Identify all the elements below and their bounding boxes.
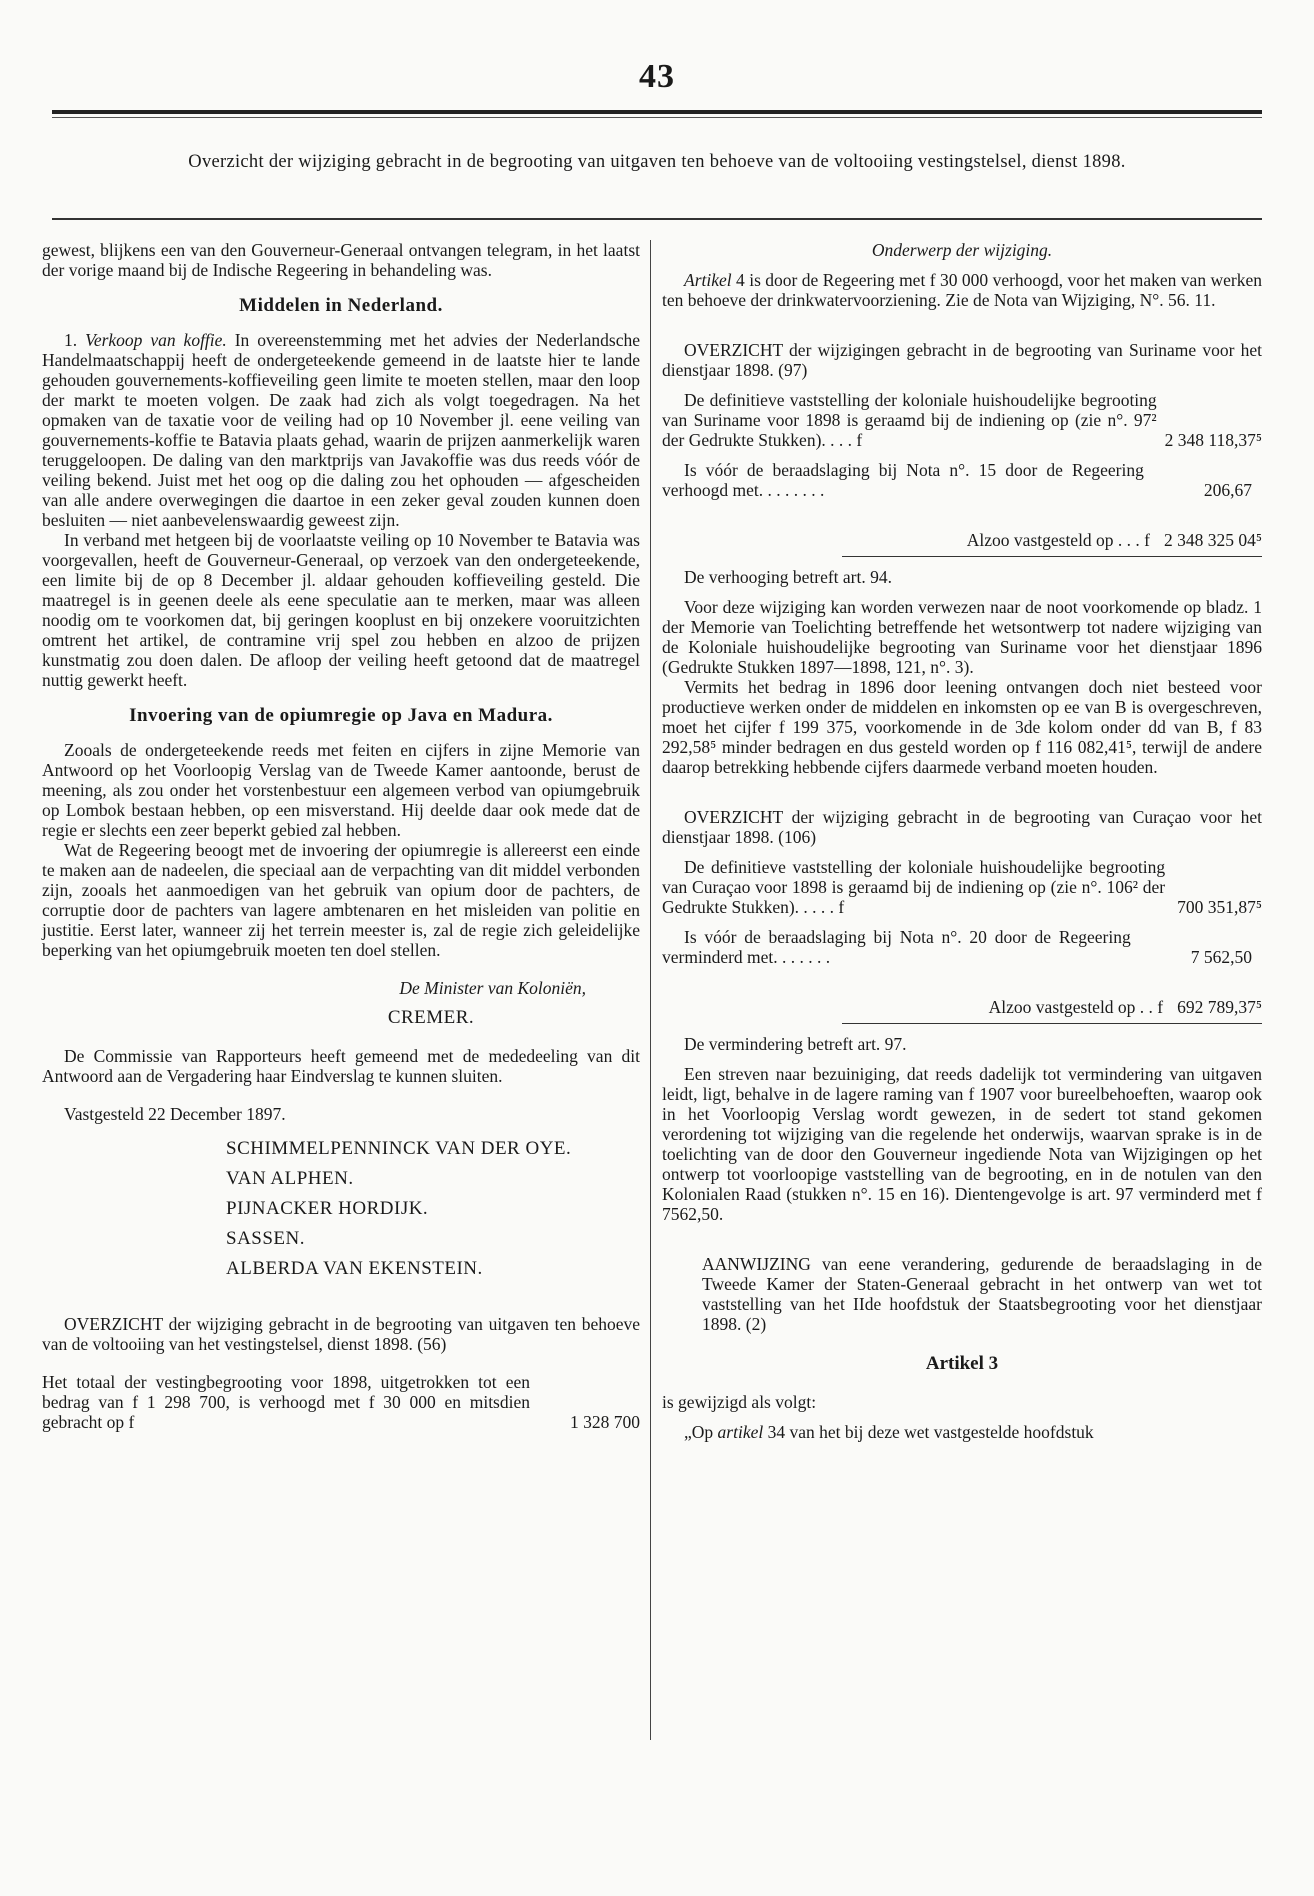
- suriname-row-1-text: De definitieve vaststelling der koloniale huishoudelijke begrooting van Suriname voor 1898 is geraamd bij de indiening op (zie n°. 97² der Gedrukte Stukken). . . . f: [662, 390, 1157, 450]
- curacao-row-1: [662, 857, 1262, 917]
- curacao-row-2: [662, 927, 1262, 967]
- page-number: 43: [639, 58, 675, 95]
- curacao-vermindering: De vermindering betreft art. 97.: [684, 1034, 907, 1054]
- paragraph-commissie: De Commissie van Rapporteurs heeft gemeend met de mededeeling van dit Antwoord aan de Vergadering haar Eindverslag te kunnen sluiten.: [42, 1046, 640, 1086]
- paragraph-opium-2: Wat de Regeering beoogt met de invoering der opiumregie is allereerst een einde te maken aan de nadeelen, die speciaal aan de verpachting van dit middel verbonden zijn, zooals het aanmoedigen van het gebruik van opium door de pachters, de corruptie door de pachters van lagere ambtenaren en het misleiden van politie en justitie. Eerst later, wanneer zij het terrein meester is, zal de regie zich geleidelijke beperking van het opiumgebruik moeten ten doel stellen.: [42, 840, 640, 960]
- artikel-label: Artikel: [684, 270, 732, 290]
- suriname-total-label: Alzoo vastgesteld op . . . f: [966, 530, 1151, 550]
- signer: ALBERDA VAN EKENSTEIN.: [226, 1258, 483, 1279]
- suriname-row-2-value: 206,67: [1203, 480, 1252, 500]
- vesting-total-row: [42, 1372, 640, 1432]
- overzicht-vesting-title: OVERZICHT der wijziging gebracht in de begrooting van uitgaven ten behoeve van de voltooiing van het vestingstelsel, dienst 1898. (56): [42, 1314, 640, 1354]
- header-separator: [52, 218, 1262, 220]
- paragraph-veiling: In verband met hetgeen bij de voorlaatste veiling op 10 November te Batavia was voorgevallen, heeft de Gouverneur-Generaal, op verzoek van den ondergeteekende, een limite bij de op 8 December jl. aldaar gehouden koffieveiling gesteld. Die maatregel is in geenen deele als eene speculatie aan te merken, maar was alleen noodig om te voorkomen dat, bij geringen kooplust en bij onzekere vooruitzichten omtrent het artikel, de contramine vrij spel zou hebben en alzoo de prijzen kunstmatig zou doen dalen. De afloop der veiling heeft getoond dat de maatregel nuttig gewerkt heeft.: [42, 530, 640, 690]
- signer: VAN ALPHEN.: [226, 1168, 354, 1189]
- signer: SCHIMMELPENNINCK VAN DER OYE.: [226, 1138, 572, 1159]
- curacao-row-1-value: 700 351,87⁵: [1177, 897, 1262, 917]
- paragraph-opium-1: Zooals de ondergeteekende reeds met feiten en cijfers in zijne Memorie van Antwoord op het Voorloopig Verslag van de Tweede Kamer aantoonde, berust de meening, als zou onder het vorstenbestuur een algemeen verbod van opiumgebruik op Lombok bestaan hebben, op een misverstand. Hij deelde daar ook mede dat de regie er slechts een zeer beperkt gebied zal hebben.: [42, 740, 640, 840]
- suriname-paragraph-noot: Voor deze wijziging kan worden verwezen naar de noot voorkomende op bladz. 1 der Memorie van Toelichting betreffende het wetsontwerp tot nadere wijziging van de Koloniale huishoudelijke begrooting van Suriname voor het dienstjaar 1896 (Gedrukte Stukken 1897—1898, 121, n°. 3).: [662, 597, 1262, 677]
- last-quote: „Op: [684, 1422, 718, 1442]
- running-header: Overzicht der wijziging gebracht in de begrooting van uitgaven ten behoeve van de voltooiing vestingstelsel, dienst 1898.: [188, 152, 1126, 172]
- last-artikel: artikel: [717, 1422, 764, 1442]
- onderwerp-heading: Onderwerp der wijziging.: [871, 240, 1053, 260]
- heading-middelen: Middelen in Nederland.: [239, 295, 443, 316]
- column-divider: [650, 240, 651, 1740]
- suriname-title: OVERZICHT der wijzigingen gebracht in de begrooting van Suriname voor het dienstjaar 1898. (97): [662, 340, 1262, 380]
- heading-opiumregie: Invoering van de opiumregie op Java en Madura.: [129, 705, 553, 726]
- date-line: Vastgesteld 22 December 1897.: [64, 1104, 286, 1124]
- curacao-total-value: 692 789,37⁵: [1177, 997, 1262, 1017]
- curacao-paragraph-bezuiniging: Een streven naar bezuiniging, dat reeds dadelijk tot vermindering van uitgaven leidt, ligt, behalve in de lagere raming van f 1907 voor bureelbehoeften, waarop ook in het Voorloopig Verslag wordt gewezen, in de sedert tot stand gekomen verordening tot wijziging van die regelende het onderwijs, waarvan sprake is in de toelichting van de door den Gouverneur ingediende Nota van Wijzigingen op het ontwerp tot voorloopige vaststelling van de begrooting, en in de notulen van den Kolonialen Raad (stukken n°. 15 en 16). Dientengevolge is art. 97 verminderd met f 7562,50.: [662, 1064, 1262, 1224]
- aanwijzing-paragraph: AANWIJZING van eene verandering, gedurende de beraadslaging in de Tweede Kamer der Staten-Generaal gebracht in het ontwerp van wet tot vaststelling van het IIde hoofdstuk der Staatsbegrooting voor het dienstjaar 1898. (2): [702, 1254, 1262, 1334]
- koffie-text: In overeenstemming met het advies der Nederlandsche Handelmaatschappij heeft de ondergeteekende gemeend in de laatste hier te lande gehouden gouvernements-koffieveiling geen limite te moeten stellen, maar den loop der markt te moeten volgen. De zaak had zich als volgt toegedragen. Na het opmaken van de taxatie voor de veiling had op 10 November jl. eene veiling van gouvernements-koffie te Batavia plaats gehad, waarin de prijzen aanmerkelijk waren teruggeloopen. De daling van den marktprijs van Javakoffie was dus reeds vóór de veiling bekend. Juist met het oog op die daling zou het ophouden — afgescheiden van alle andere overwegingen die daartoe in een zeker geval zouden kunnen doen besluiten — niet aanbevelenswaardig geweest zijn.: [42, 330, 640, 530]
- last-line: [662, 1422, 1262, 1442]
- minister-title: De Minister van Koloniën,: [399, 978, 586, 998]
- artikel-4-text: 4 is door de Regeering met f 30 000 verhoogd, voor het maken van werken ten behoeve der drinkwatervoorziening. Zie de Nota van Wijziging, N°. 56. 11.: [662, 270, 1262, 310]
- koffie-number: 1.: [64, 330, 86, 350]
- curacao-total-label: Alzoo vastgesteld op . . f: [988, 997, 1164, 1017]
- suriname-row-2: [662, 460, 1262, 500]
- suriname-total-row: [662, 530, 1262, 550]
- paragraph-continuation: gewest, blijkens een van den Gouverneur-Generaal ontvangen telegram, in het laatst der vorige maand bij de Indische Regeering in behandeling was.: [42, 240, 640, 280]
- header-rule-thin: [52, 117, 1262, 118]
- signer: PIJNACKER HORDIJK.: [226, 1198, 429, 1219]
- header-rule: [52, 110, 1262, 114]
- suriname-row-1: [662, 390, 1262, 450]
- signer: SASSEN.: [226, 1228, 305, 1249]
- vesting-total-value: 1 328 700: [570, 1412, 640, 1432]
- curacao-row-2-text: Is vóór de beraadslaging bij Nota n°. 20 door de Regeering verminderd met. . . . . . .: [662, 927, 1131, 967]
- suriname-paragraph-leening: Vermits het bedrag in 1896 door leening ontvangen doch niet besteed voor productieve werken onder de middelen en inkomsten op ee van B is overgeschreven, moet het cijfer f 199 375, voorkomende in de 3de kolom onder dd van B, f 83 292,58⁵ minder bedragen en dus gesteld worden op f 116 082,41⁵, terwijl de andere daarop betrekking hebbende cijfers daarmede verband moeten houden.: [662, 677, 1262, 777]
- curacao-row-2-value: 7 562,50: [1190, 947, 1252, 967]
- koffie-title: Verkoop van koffie.: [85, 330, 227, 350]
- curacao-total-row: [662, 997, 1262, 1017]
- left-column: [42, 240, 640, 1432]
- artikel-3-heading: Artikel 3: [925, 1353, 999, 1374]
- curacao-title: OVERZICHT der wijziging gebracht in de begrooting van Curaçao voor het dienstjaar 1898. (106): [662, 807, 1262, 847]
- curacao-row-1-text: De definitieve vaststelling der koloniale huishoudelijke begrooting van Curaçao voor 1898 is geraamd bij de indiening op (zie n°. 106² der Gedrukte Stukken). . . . . f: [662, 857, 1166, 917]
- paragraph-artikel-4: [662, 270, 1262, 310]
- signers-list: [42, 1134, 640, 1284]
- suriname-row-2-text: Is vóór de beraadslaging bij Nota n°. 15 door de Regeering verhoogd met. . . . . . . .: [662, 460, 1144, 500]
- last-text: 34 van het bij deze wet vastgestelde hoofdstuk: [763, 1422, 1094, 1442]
- gewijzigd-line: is gewijzigd als volgt:: [662, 1392, 817, 1412]
- suriname-row-1-value: 2 348 118,37⁵: [1164, 430, 1262, 450]
- vesting-total-text: Het totaal der vestingbegrooting voor 1898, uitgetrokken tot een bedrag van f 1 298 700, is verhoogd met f 30 000 en mitsdien gebracht op f: [42, 1372, 530, 1432]
- minister-name: CREMER.: [387, 1007, 475, 1028]
- right-column: [662, 240, 1262, 1442]
- paragraph-koffie: [42, 330, 640, 530]
- suriname-verhooging: De verhooging betreft art. 94.: [684, 567, 892, 587]
- suriname-total-value: 2 348 325 04⁵: [1164, 530, 1262, 550]
